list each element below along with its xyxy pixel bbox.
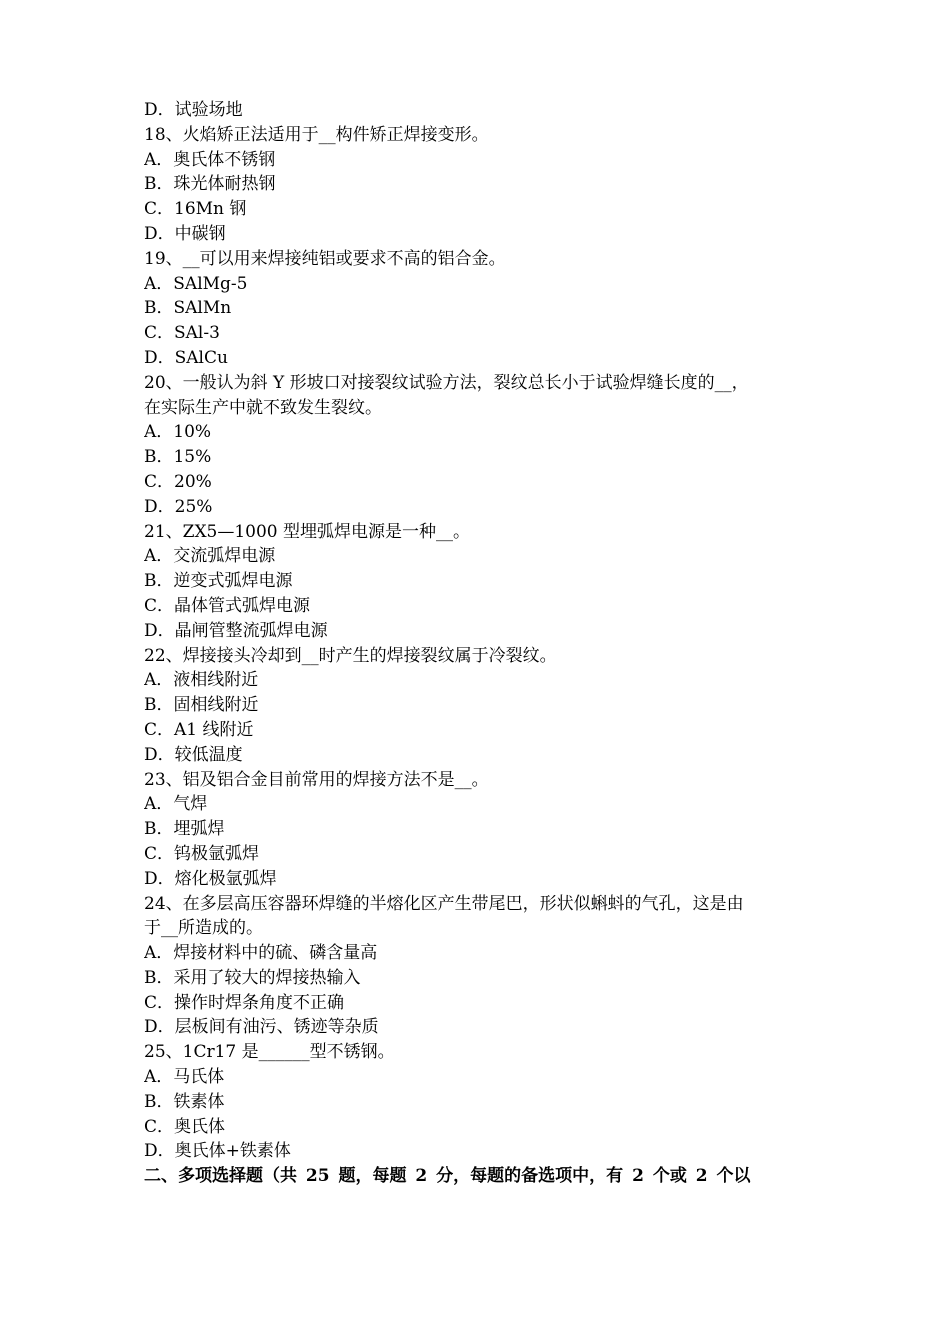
- option-line: B．逆变式弧焊电源: [144, 571, 293, 592]
- question-21: 21、ZX5—1000 型埋弧焊电源是一种__。: [144, 521, 471, 542]
- option-line: C．奥氏体: [144, 1116, 226, 1137]
- option-line: B．SAlMn: [144, 298, 232, 319]
- option-line: C．钨极氩弧焊: [144, 843, 260, 864]
- option-line: C．A1 线附近: [144, 719, 254, 740]
- option-line: B．铁素体: [144, 1091, 225, 1112]
- option-line: B．埋弧焊: [144, 819, 225, 840]
- question-23: 23、铝及铝合金目前常用的焊接方法不是__。: [144, 769, 489, 790]
- option-line: A．交流弧焊电源: [144, 546, 276, 567]
- section-heading: 二、多项选择题（共 25 题，每题 2 分，每题的备选项中，有 2 个或 2 个以: [144, 1166, 751, 1187]
- question-20-continued: 在实际生产中就不致发生裂纹。: [144, 397, 382, 418]
- option-line: C．16Mn 钢: [144, 199, 247, 220]
- option-line: A．气焊: [144, 794, 208, 815]
- question-24-continued: 于__所造成的。: [144, 918, 263, 939]
- question-19: 19、__可以用来焊接纯铝或要求不高的铝合金。: [144, 248, 506, 269]
- text-line: D．试验场地: [144, 100, 243, 120]
- option-line: D．晶闸管整流弧焊电源: [144, 620, 328, 641]
- option-line: D．奥氏体+铁素体: [144, 1141, 291, 1162]
- question-22: 22、焊接接头冷却到__时产生的焊接裂纹属于冷裂纹。: [144, 645, 557, 666]
- option-line: D．SAlCu: [144, 347, 228, 368]
- document-page: [144, 98, 810, 1189]
- question-20: 20、一般认为斜 Y 形坡口对接裂纹试验方法，裂纹总长小于试验焊缝长度的__，: [144, 372, 749, 393]
- option-line: B．采用了较大的焊接热输入: [144, 967, 361, 988]
- option-line: A．马氏体: [144, 1067, 225, 1088]
- option-line: B．15%: [144, 447, 212, 468]
- option-line: D．熔化极氩弧焊: [144, 868, 277, 889]
- question-24: 24、在多层高压容器环焊缝的半熔化区产生带尾巴，形状似蝌蚪的气孔，这是由: [144, 893, 744, 914]
- option-line: A．液相线附近: [144, 670, 259, 691]
- option-line: A．10%: [144, 422, 212, 443]
- option-line: A．焊接材料中的硫、磷含量高: [144, 943, 378, 964]
- option-line: D．25%: [144, 496, 213, 517]
- option-line: D．层板间有油污、锈迹等杂质: [144, 1017, 379, 1038]
- question-18: 18、火焰矫正法适用于__构件矫正焊接变形。: [144, 124, 489, 145]
- option-line: D．较低温度: [144, 744, 243, 765]
- option-line: A．奥氏体不锈钢: [144, 149, 276, 170]
- option-line: D．中碳钢: [144, 223, 226, 244]
- option-line: C．20%: [144, 471, 212, 492]
- question-25: 25、1Cr17 是______型不锈钢。: [144, 1042, 395, 1063]
- option-line: C．晶体管式弧焊电源: [144, 595, 311, 616]
- option-line: C．SAl-3: [144, 323, 220, 344]
- option-line: B．固相线附近: [144, 695, 259, 716]
- option-line: B．珠光体耐热钢: [144, 174, 276, 195]
- option-line: C．操作时焊条角度不正确: [144, 992, 345, 1013]
- option-line: A．SAlMg-5: [144, 273, 248, 294]
